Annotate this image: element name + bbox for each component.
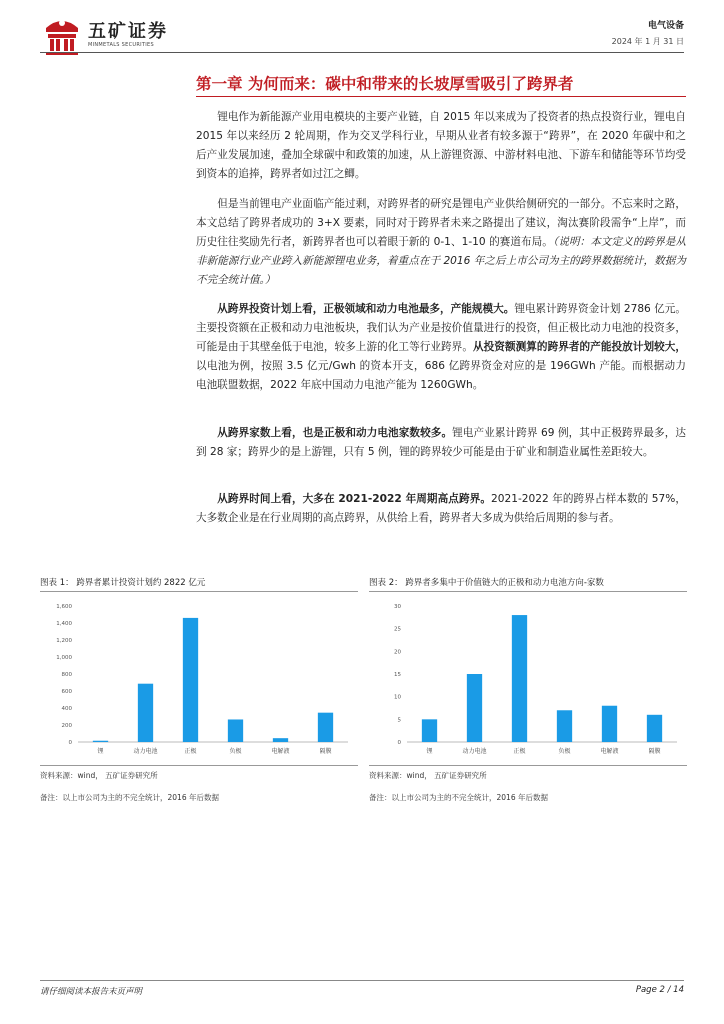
y-tick-label: 1,600: [56, 604, 72, 610]
figure-2-note: 备注：以上市公司为主的不完全统计，2016 年后数据: [369, 793, 548, 802]
bar-4: [273, 738, 288, 742]
x-tick-label: 正极: [513, 748, 526, 755]
minmetals-logo-icon: [42, 12, 82, 56]
bar-0: [93, 741, 108, 742]
x-tick-label: 锂: [97, 748, 104, 755]
bar-1: [138, 684, 153, 742]
y-tick-label: 15: [394, 672, 401, 678]
x-tick-label: 锂: [426, 748, 433, 755]
y-tick-label: 10: [394, 694, 401, 701]
y-tick-label: 0: [68, 740, 72, 746]
bar-2: [512, 615, 527, 742]
x-tick-label: 隔膜: [319, 748, 332, 755]
x-tick-label: 电解液: [600, 748, 619, 755]
figure-1: [40, 576, 358, 806]
bar-3: [228, 719, 243, 742]
definition-note: （说明：本文定义的跨界是从非新能源行业产业跨入新能源锂电业务，着重点在于 2016 年之后上市公司为主的跨界数据统计，数据为不完全统计值。）: [196, 236, 687, 286]
report-category: 电气设备: [647, 21, 684, 31]
company-name-cn: 五矿证券: [88, 21, 168, 42]
figure-2: [369, 576, 687, 806]
figure-1-source: 资料来源：wind， 五矿证券研究所: [40, 771, 158, 780]
bar-1: [467, 674, 482, 742]
x-tick-label: 正极: [184, 748, 197, 755]
y-tick-label: 1,000: [56, 655, 72, 661]
y-tick-label: 5: [397, 717, 401, 724]
y-tick-label: 200: [61, 723, 72, 729]
report-date: 2024 年 1 月 31 日: [611, 37, 684, 46]
x-tick-label: 负极: [558, 748, 571, 755]
figure-2-source: 资料来源：wind， 五矿证券研究所: [369, 771, 487, 780]
chart-investment-plan: [40, 598, 358, 764]
bar-5: [647, 715, 662, 742]
bar-3: [557, 710, 572, 742]
paragraph-3: 从跨界投资计划上看，正极领域和动力电池最多，产能规模大。锂电累计跨界资金计划 2786 亿元。主要投资额在正极和动力电池板块，我们认为产业是按价值量进行的投资，但正极比动力电池的投资多，可能是由于其壁垒低于电池，较多上游的化工等行业跨界。从投资额测算的跨界者的产能投放计划较大，以电池为例，按照 3.5 亿元/Gwh 的资本开支，686 亿跨界资金对应的是 196GWh 产能。而根据动力电池联盟数据，2022 年底中国动力电池产能为 1260GWh。: [196, 303, 687, 391]
paragraph-4: 从跨界家数上看，也是正极和动力电池家数较多。锂电产业累计跨界 69 例，其中正极跨界最多，达到 28 家；跨界少的是上游锂，只有 5 例，锂的跨界较少可能是由于矿业和制造业属性差距较大。: [196, 427, 686, 458]
x-tick-label: 隔膜: [648, 748, 661, 755]
paragraph-1: 锂电作为新能源产业用电模块的主要产业链，自 2015 年以来成为了投资者的热点投资行业，锂电自 2015 年以来经历 2 轮周期，作为交叉学科行业，早期从业者有较多源于“跨界”，在 2020 年碳中和之后产业发展加速，叠加全球碳中和政策的加速，从上游锂资源、中游材料电池、下游车和储能等环节均受到资本的追捧，跨界者如过江之鲫。: [196, 111, 686, 180]
figure-1-title: 图表 1： 跨界者累计投资计划约 2822 亿元: [40, 578, 206, 588]
y-tick-label: 600: [61, 689, 72, 695]
paragraph-5: 从跨界时间上看，大多在 2021-2022 年周期高点跨界。2021-2022 年的跨界占样本数的 57%，大多数企业是在行业周期的高点跨界，从供给上看，跨界者大多成为供给后周期的参与者。: [196, 493, 686, 524]
y-tick-label: 0: [397, 740, 401, 746]
footer-disclaimer: 请仔细阅读本报告末页声明: [40, 987, 143, 997]
x-tick-label: 动力电池: [462, 748, 487, 755]
footer-divider: [40, 980, 684, 981]
chart-company-count: [369, 598, 687, 764]
y-tick-label: 400: [61, 706, 72, 712]
header-divider: [40, 52, 684, 53]
x-tick-label: 负极: [229, 748, 242, 755]
bar-0: [422, 719, 437, 742]
bar-2: [183, 618, 198, 742]
y-tick-label: 30: [394, 604, 401, 610]
figure-1-note: 备注：以上市公司为主的不完全统计，2016 年后数据: [40, 793, 219, 802]
y-tick-label: 1,400: [56, 621, 72, 627]
x-tick-label: 动力电池: [133, 748, 158, 755]
chapter-title: 第一章 为何而来：碳中和带来的长坡厚雪吸引了跨界者: [196, 75, 574, 93]
paragraph-2: 但是当前锂电产业面临产能过剩，对跨界者的研究是锂电产业供给侧研究的一部分。不忘来时之路，本文总结了跨界者成功的 3+X 要素，同时对于跨界者未来之路提出了建议，淘汰赛阶段需争“上岸”，而历史往往奖励先行者，新跨界者也可以着眼于新的 0-1、1-10 的赛道布局。（说明：本文定义的跨界是从非新能源行业产业跨入新能源锂电业务，着重点在于 2016 年之后上市公司为主的跨界数据统计，数据为不完全统计值。）: [196, 198, 687, 286]
y-tick-label: 20: [394, 649, 401, 656]
page-number: Page 2 / 14: [635, 985, 684, 995]
bar-4: [602, 706, 617, 742]
company-name-en: MINMETALS SECURITIES: [88, 42, 154, 48]
figure-2-title: 图表 2： 跨界者多集中于价值链大的正极和动力电池方向-家数: [369, 578, 604, 588]
company-logo: [42, 12, 222, 56]
y-tick-label: 1,200: [56, 638, 72, 644]
y-tick-label: 25: [394, 626, 401, 633]
bar-5: [318, 713, 333, 742]
y-tick-label: 800: [61, 672, 72, 678]
chapter-divider: [196, 96, 686, 97]
x-tick-label: 电解液: [271, 748, 290, 755]
